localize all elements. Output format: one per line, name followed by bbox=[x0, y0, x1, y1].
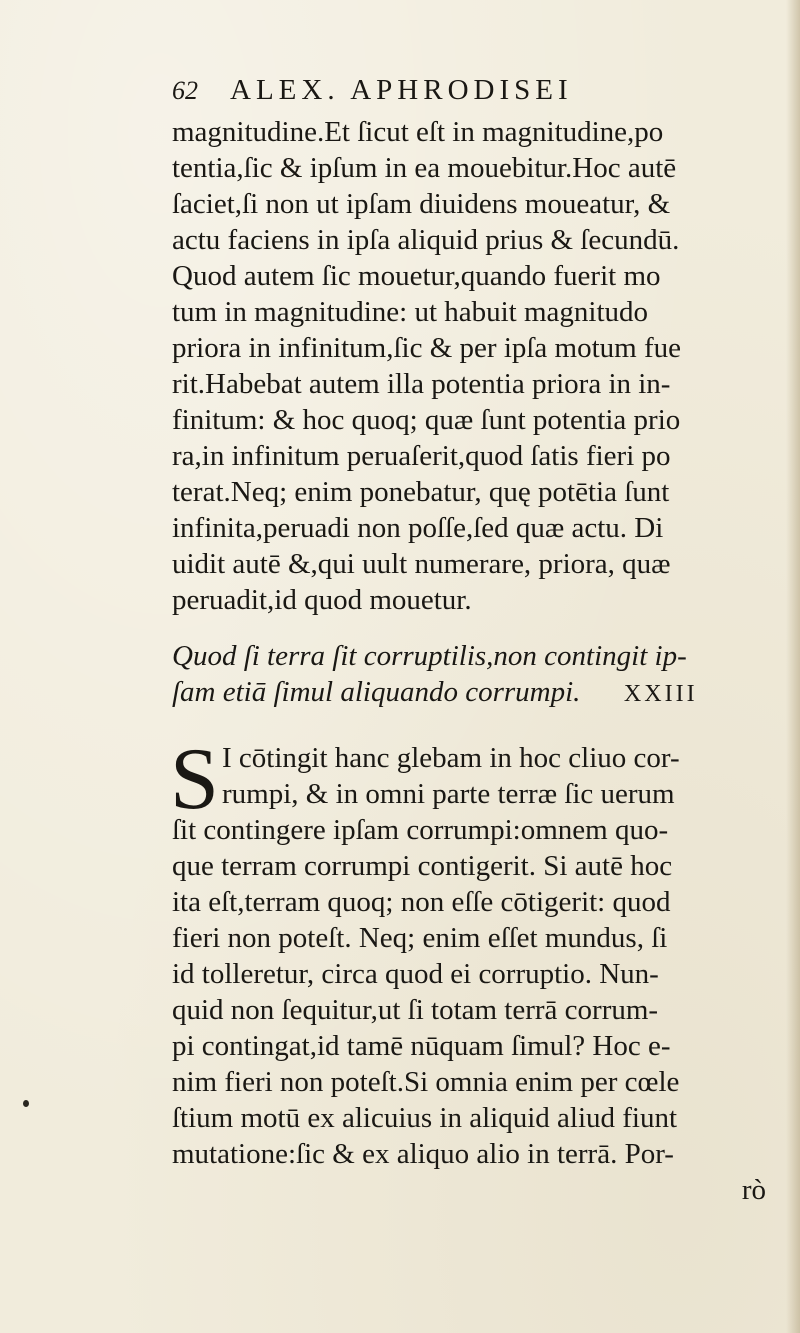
text-line: fieri non poteſt. Neq; enim eſſet mundus, ſi bbox=[172, 922, 668, 954]
text-line: ita eſt,terram quoq; non eſſe cōtigerit: quod bbox=[172, 886, 671, 918]
text-line: terat.Neq; enim ponebatur, quę potētia ſunt bbox=[172, 476, 670, 508]
text-line: quid non ſequitur,ut ſi totam terrā corrum- bbox=[172, 994, 659, 1026]
text-line: actu faciens in ipſa aliquid prius & ſecundū. bbox=[172, 224, 680, 256]
text-line: peruadit,id quod mouetur. bbox=[172, 584, 472, 616]
text-line: ſit contingere ipſam corrumpi:omnem quo- bbox=[172, 814, 669, 846]
text-line: uidit autē &,qui uult numerare, priora, quæ bbox=[172, 548, 671, 580]
running-title: ALEX. APHRODISEI bbox=[230, 74, 573, 106]
text-line: mutatione:ſic & ex aliquo alio in terrā. Por- bbox=[172, 1138, 674, 1170]
text-line: ra,in infinitum peruaſerit,quod ſatis fieri po bbox=[172, 440, 671, 472]
text-line: tentia,ſic & ipſum in ea mouebitur.Hoc autē bbox=[172, 152, 677, 184]
chapter-number: XXIII bbox=[623, 681, 698, 707]
text-line: rit.Habebat autem illa potentia priora in in- bbox=[172, 368, 671, 400]
spacer bbox=[172, 710, 772, 740]
heading-line: Quod ſi terra ſit corruptilis,non contingit ip- bbox=[172, 640, 687, 672]
text-line: rumpi, & in omni parte terræ ſic uerum bbox=[222, 778, 675, 810]
text-line: infinita,peruadi non poſſe,ſed quæ actu. Di bbox=[172, 512, 664, 544]
heading-line bbox=[172, 674, 772, 710]
running-head bbox=[172, 74, 772, 114]
page-edge-shadow bbox=[786, 0, 800, 1333]
text-line: magnitudine.Et ſicut eſt in magnitudine,po bbox=[172, 116, 664, 148]
text-line: ſtium motū ex alicuius in aliquid aliud fiunt bbox=[172, 1102, 678, 1134]
chapter-heading bbox=[172, 638, 772, 710]
catchword: rò bbox=[741, 1174, 766, 1206]
text-line: pi contingat,id tamē nūquam ſimul? Hoc e- bbox=[172, 1030, 671, 1062]
ink-dot bbox=[23, 1100, 29, 1107]
text-line: id tolleretur, circa quod ei corruptio. Nun- bbox=[172, 958, 659, 990]
text-line: Quod autem ſic mouetur,quando fuerit mo bbox=[172, 260, 661, 292]
paragraph-2 bbox=[170, 731, 772, 1208]
text-block bbox=[172, 74, 772, 1208]
page-number: 62 bbox=[172, 76, 198, 105]
heading-text: ſam etiā ſimul aliquando corrumpi. bbox=[172, 676, 581, 708]
text-line: que terram corrumpi contigerit. Si autē hoc bbox=[172, 850, 673, 882]
text-line: finitum: & hoc quoq; quæ ſunt potentia prio bbox=[172, 404, 681, 436]
text-line: I cōtingit hanc glebam in hoc cliuo cor- bbox=[222, 742, 680, 774]
paragraph-1 bbox=[172, 114, 772, 618]
text-line: priora in infinitum,ſic & per ipſa motum fue bbox=[172, 332, 682, 364]
spacer bbox=[172, 618, 772, 638]
drop-cap-initial: S bbox=[170, 731, 219, 828]
text-line: tum in magnitudine: ut habuit magnitudo bbox=[172, 296, 649, 328]
text-line: nim fieri non poteſt.Si omnia enim per cœle bbox=[172, 1066, 680, 1098]
text-line: ſaciet,ſi non ut ipſam diuidens moueatur, & bbox=[172, 188, 671, 220]
